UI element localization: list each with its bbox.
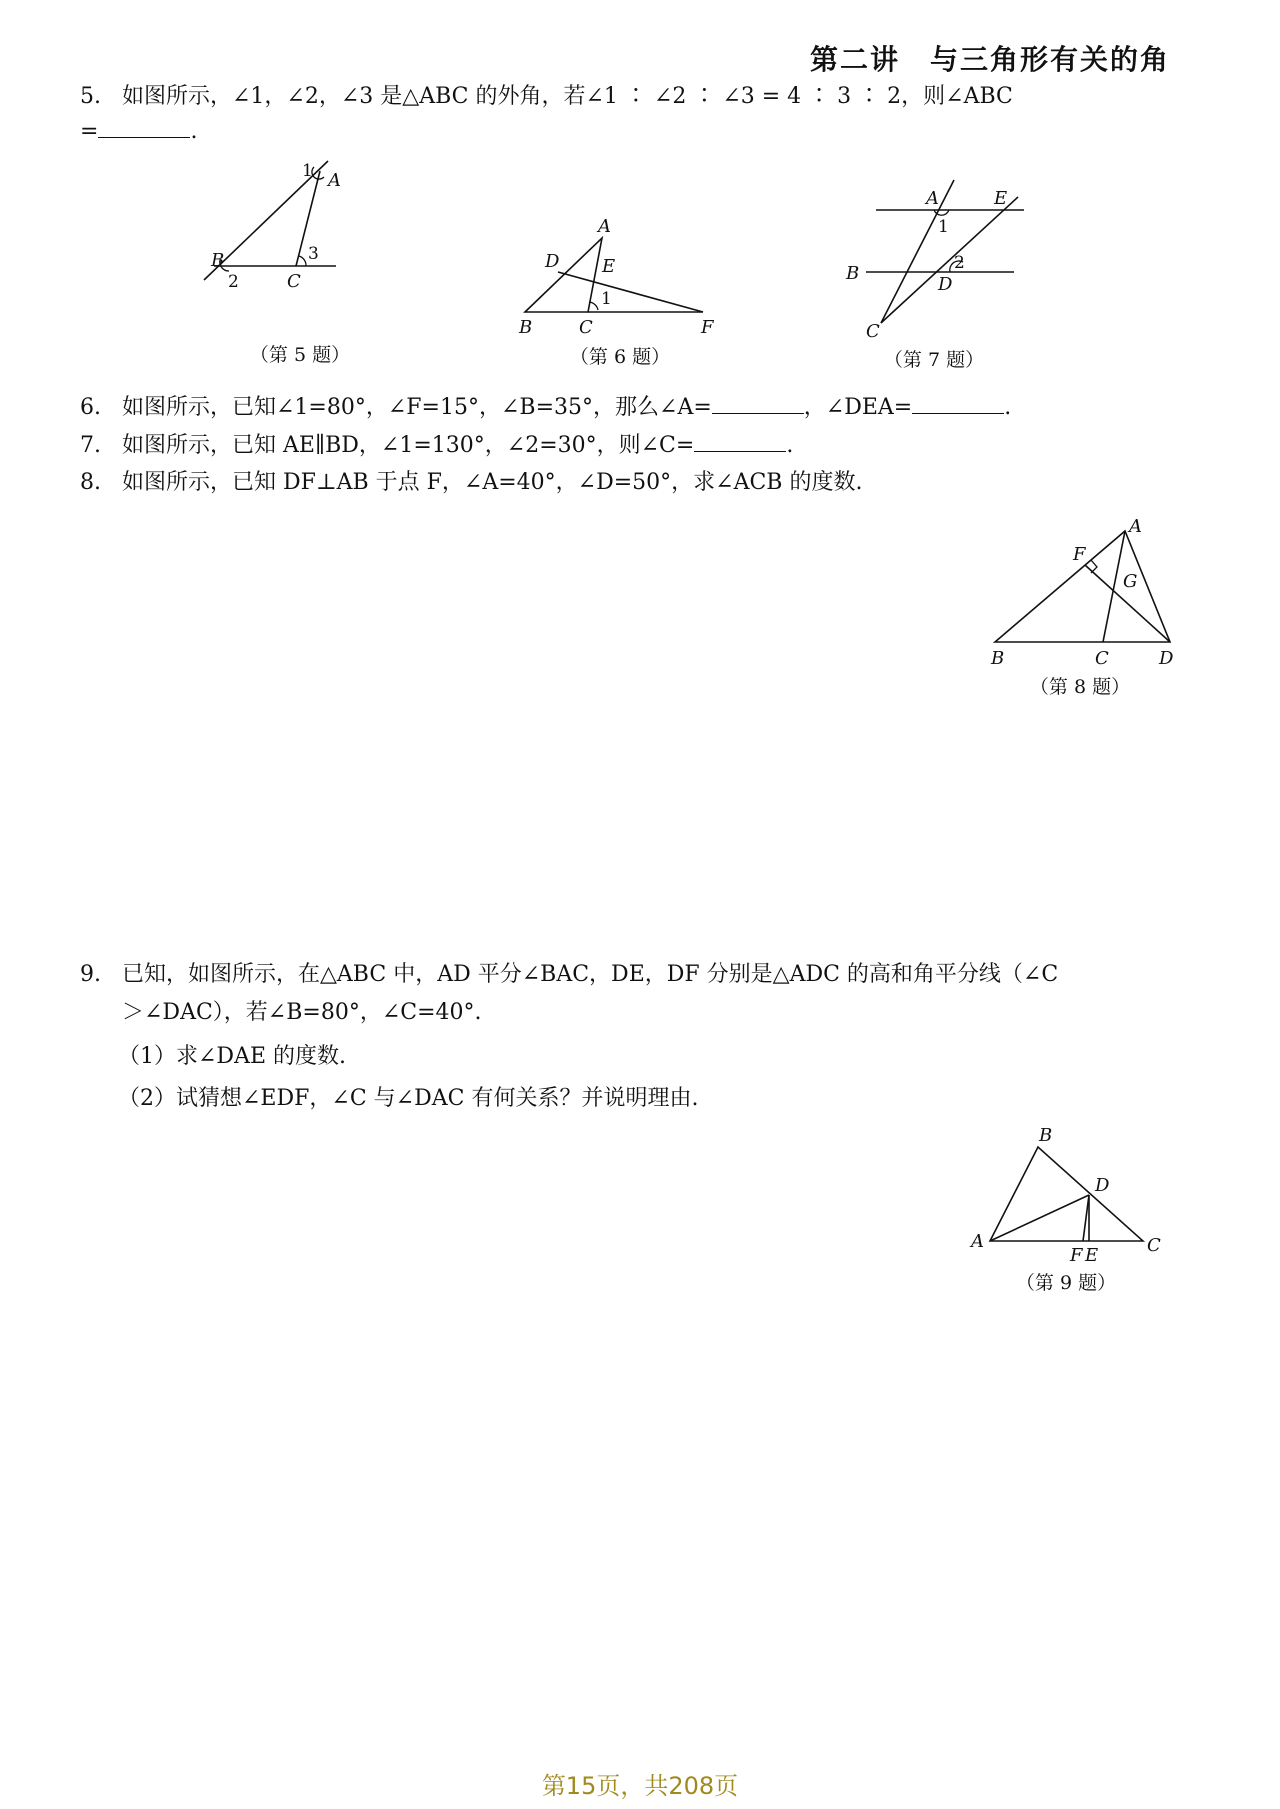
figure-8-caption: （第 8 题）	[1029, 676, 1131, 698]
question-7	[80, 428, 793, 463]
figure-9-diagram	[965, 1123, 1165, 1268]
question-number: 9.	[80, 962, 101, 987]
label-B: B	[846, 263, 860, 284]
figure-7-caption: （第 7 题）	[883, 349, 985, 371]
label-B: B	[991, 648, 1005, 669]
question-text: 如图所示，已知 DF⊥AB 于点 F，∠A=40°，∠D=50°，求∠ACB 的度数.	[122, 470, 863, 495]
question-5-line2	[80, 114, 197, 149]
question-number: 8.	[80, 470, 101, 495]
question-9-part-2: （2）试猜想∠EDF，∠C 与∠DAC 有何关系？并说明理由.	[118, 1086, 699, 1111]
label-D: D	[1159, 648, 1174, 669]
figure-8-diagram	[985, 515, 1174, 670]
answer-blank-angle-dea[interactable]	[912, 390, 1004, 414]
segment-ad	[990, 1195, 1089, 1241]
label-angle-3: 3	[308, 244, 319, 264]
figure-9	[965, 1123, 1165, 1268]
figure-6-caption: （第 6 题）	[569, 346, 671, 368]
question-9-part-1: （1）求∠DAE 的度数.	[118, 1044, 347, 1069]
label-angle-1: 1	[601, 289, 612, 309]
segment-df	[1083, 1195, 1089, 1241]
label-B: B	[519, 317, 533, 338]
label-C: C	[866, 321, 880, 342]
answer-blank-angle-c[interactable]	[694, 428, 786, 452]
period: .	[1004, 395, 1012, 421]
label-E: E	[602, 256, 616, 277]
question-number: 6.	[80, 395, 101, 421]
figure-7	[846, 180, 1036, 340]
figure-7-diagram	[846, 180, 1036, 340]
label-A: A	[1129, 516, 1142, 537]
label-angle-1: 1	[938, 217, 949, 237]
label-A: A	[598, 216, 611, 237]
line-ca	[881, 180, 954, 323]
figure-6	[505, 212, 725, 337]
label-B: B	[211, 250, 225, 271]
label-C: C	[287, 271, 301, 292]
label-E: E	[994, 188, 1008, 209]
label-G: G	[1123, 571, 1138, 592]
question-text: ，∠DEA=	[803, 395, 913, 421]
equals-sign: =	[80, 119, 99, 145]
label-angle-2: 2	[228, 272, 239, 292]
label-D: D	[1095, 1175, 1110, 1196]
question-number: 5.	[80, 84, 101, 109]
figure-5-diagram	[200, 155, 360, 300]
label-A: A	[971, 1231, 984, 1252]
label-F: F	[1073, 544, 1086, 565]
label-angle-1: 1	[302, 161, 313, 181]
question-5	[80, 80, 1013, 114]
answer-blank-angle-a[interactable]	[712, 390, 804, 414]
label-A: A	[926, 188, 939, 209]
question-number: 7.	[80, 433, 101, 459]
question-9	[80, 958, 1058, 992]
answer-blank[interactable]	[98, 114, 190, 138]
label-C: C	[579, 317, 593, 338]
page-indicator: 第15页，共208页	[541, 1772, 739, 1800]
label-E: E	[1085, 1245, 1099, 1266]
label-A: A	[328, 170, 341, 191]
triangle-abc	[990, 1147, 1143, 1241]
section-title: 第二讲 与三角形有关的角	[809, 43, 1170, 76]
question-text: 如图所示，已知 AE∥BD，∠1=130°，∠2=30°，则∠C=	[122, 433, 695, 459]
label-D: D	[545, 251, 560, 272]
question-9-line2: ＞∠DAC），若∠B=80°，∠C=40°.	[122, 1000, 482, 1025]
label-D: D	[938, 274, 953, 295]
label-C: C	[1147, 1235, 1161, 1256]
label-C: C	[1095, 648, 1109, 669]
period: .	[786, 433, 794, 459]
label-F: F	[701, 317, 714, 338]
label-F: F	[1070, 1245, 1083, 1266]
question-6	[80, 390, 1011, 425]
figure-8	[985, 515, 1174, 670]
figure-5-caption: （第 5 题）	[249, 344, 351, 366]
question-text: 如图所示，∠1，∠2，∠3 是△ABC 的外角，若∠1 ∶ ∠2 ∶ ∠3 = 4 ∶ 3 ∶ 2，则∠ABC	[122, 84, 1013, 109]
figure-6-diagram	[505, 212, 725, 337]
question-text: 已知，如图所示，在△ABC 中，AD 平分∠BAC，DE，DF 分别是△ADC 的高和角平分线（∠C	[122, 962, 1059, 987]
line-ce	[881, 197, 1018, 323]
angle-3-arc	[299, 256, 306, 266]
triangle-abc	[525, 238, 602, 312]
label-angle-2: 2	[954, 253, 965, 273]
figure-5	[200, 155, 360, 300]
period: .	[190, 119, 198, 145]
question-8	[80, 466, 862, 500]
figure-9-caption: （第 9 题）	[1015, 1272, 1117, 1294]
segment-df	[558, 272, 703, 312]
label-B: B	[1039, 1125, 1053, 1146]
question-text: 如图所示，已知∠1=80°，∠F=15°，∠B=35°，那么∠A=	[122, 395, 712, 421]
